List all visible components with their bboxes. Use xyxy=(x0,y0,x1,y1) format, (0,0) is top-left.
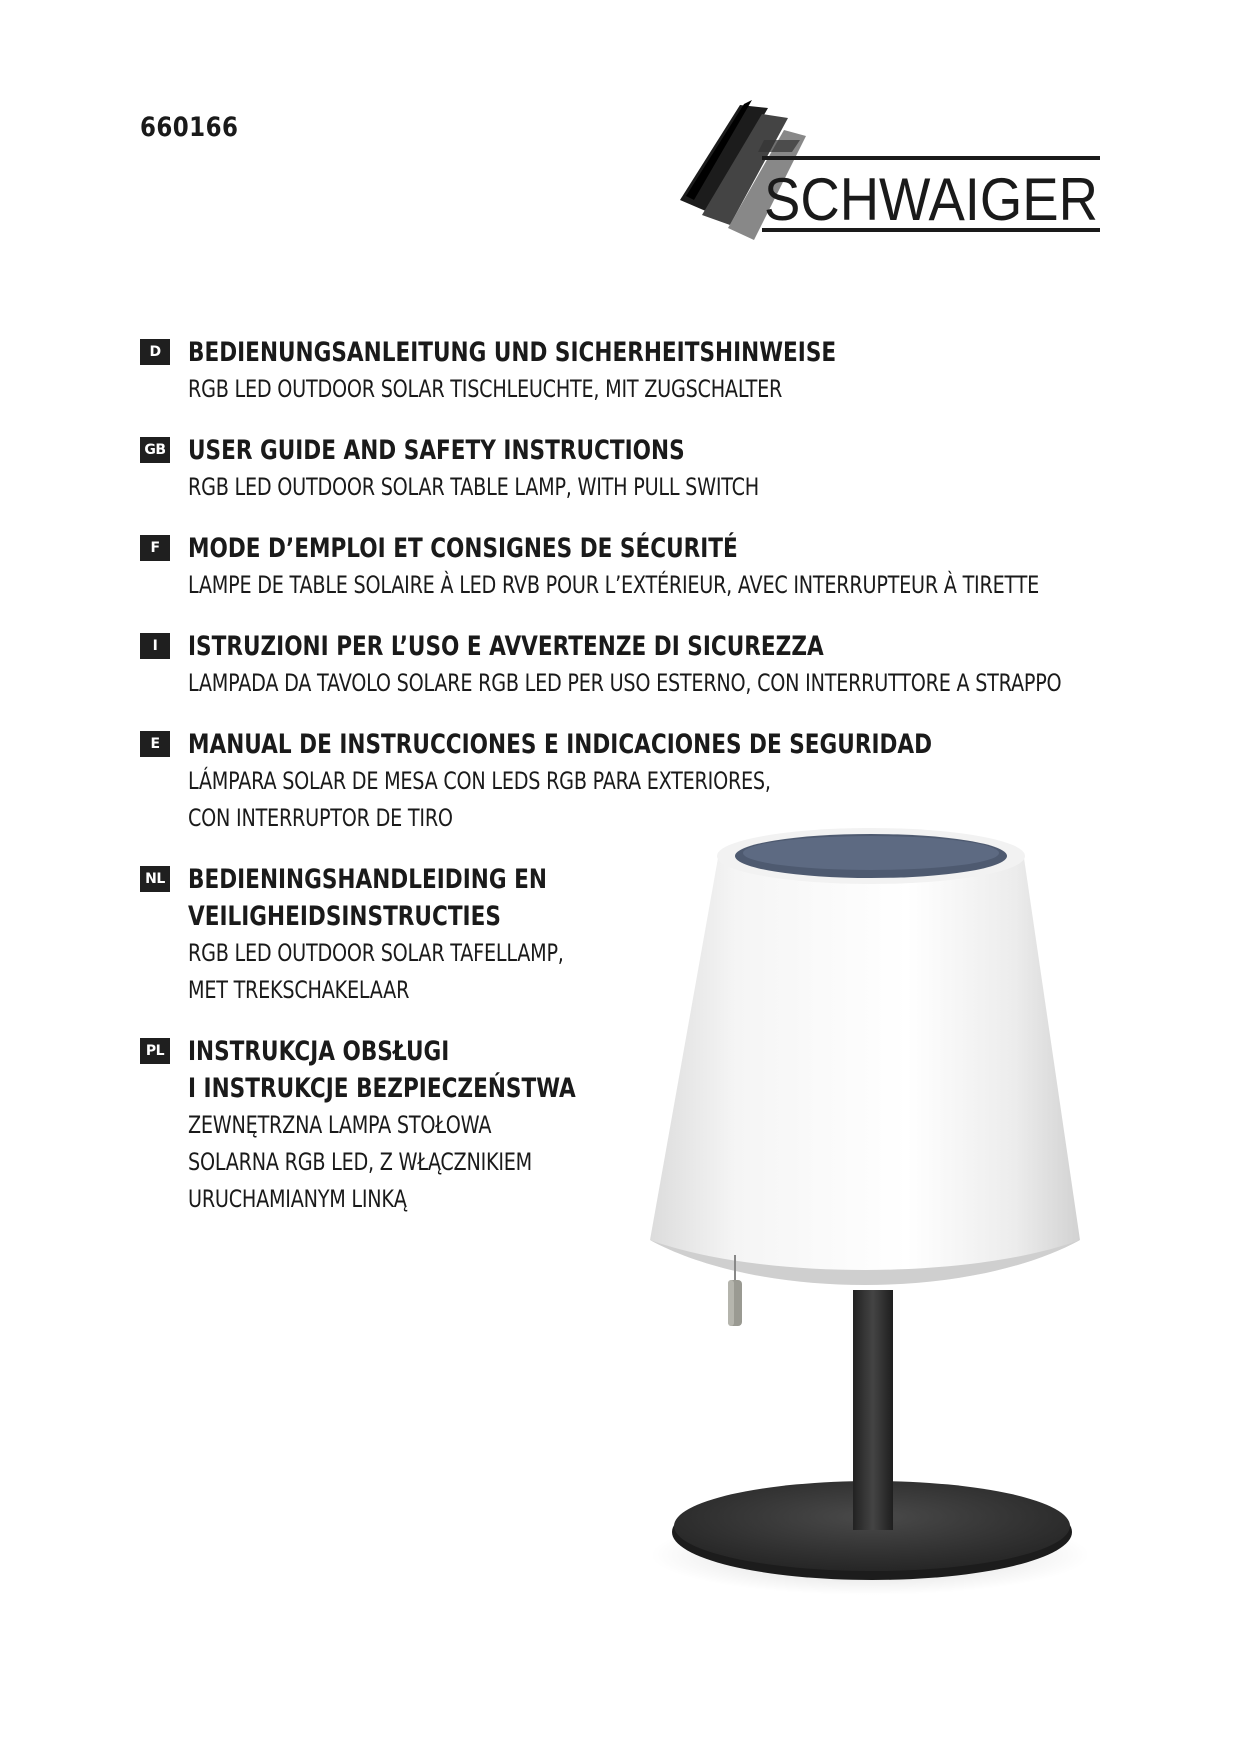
section-subtitle: CON INTERRUPTOR DE TIRO xyxy=(188,804,453,832)
language-badge: NL xyxy=(140,866,170,892)
section-heading: ISTRUZIONI PER L’USO E AVVERTENZE DI SICUREZZA xyxy=(188,631,824,662)
section-gb xyxy=(140,432,940,506)
lamp-product-image xyxy=(640,810,1120,1600)
language-badge: I xyxy=(140,633,170,659)
section-heading: BEDIENUNGSANLEITUNG UND SICHERHEITSHINWEISE xyxy=(188,337,837,368)
section-subtitle: LAMPADA DA TAVOLO SOLARE RGB LED PER USO ESTERNO, CON INTERRUTTORE A STRAPPO xyxy=(188,669,1062,697)
section-heading: MANUAL DE INSTRUCCIONES E INDICACIONES DE SEGURIDAD xyxy=(188,729,933,760)
section-heading: USER GUIDE AND SAFETY INSTRUCTIONS xyxy=(188,435,685,466)
section-subtitle: RGB LED OUTDOOR SOLAR TISCHLEUCHTE, MIT ZUGSCHALTER xyxy=(188,375,783,403)
section-d xyxy=(140,334,940,408)
section-subtitle: RGB LED OUTDOOR SOLAR TABLE LAMP, WITH PULL SWITCH xyxy=(188,473,759,501)
section-heading: MODE D’EMPLOI ET CONSIGNES DE SÉCURITÉ xyxy=(188,533,738,564)
section-subtitle: RGB LED OUTDOOR SOLAR TAFELLAMP, xyxy=(188,939,564,967)
section-subtitle: LAMPE DE TABLE SOLAIRE À LED RVB POUR L’EXTÉRIEUR, AVEC INTERRUPTEUR À TIRETTE xyxy=(188,571,1039,599)
language-badge: PL xyxy=(140,1038,170,1064)
section-subtitle: URUCHAMIANYM LINKĄ xyxy=(188,1185,407,1213)
section-i xyxy=(140,628,1062,702)
section-heading: INSTRUKCJA OBSŁUGI xyxy=(188,1036,450,1067)
section-heading: I INSTRUKCJE BEZPIECZEŃSTWA xyxy=(188,1073,576,1104)
language-badge: E xyxy=(140,731,170,757)
language-badge: F xyxy=(140,535,170,561)
section-subtitle: ZEWNĘTRZNA LAMPA STOŁOWA xyxy=(188,1111,492,1139)
section-heading: BEDIENINGSHANDLEIDING EN xyxy=(188,864,547,895)
brand-name: SCHWAIGER xyxy=(764,166,1098,233)
section-subtitle: SOLARNA RGB LED, Z WŁĄCZNIKIEM xyxy=(188,1148,532,1176)
section-f xyxy=(140,530,1039,604)
schwaiger-logo xyxy=(680,100,1110,270)
article-number: 660166 xyxy=(140,112,239,143)
language-badge: GB xyxy=(140,437,170,463)
section-subtitle: LÁMPARA SOLAR DE MESA CON LEDS RGB PARA EXTERIORES, xyxy=(188,767,771,795)
language-badge: D xyxy=(140,339,170,365)
section-heading: VEILIGHEIDSINSTRUCTIES xyxy=(188,901,501,932)
section-subtitle: MET TREKSCHAKELAAR xyxy=(188,976,410,1004)
